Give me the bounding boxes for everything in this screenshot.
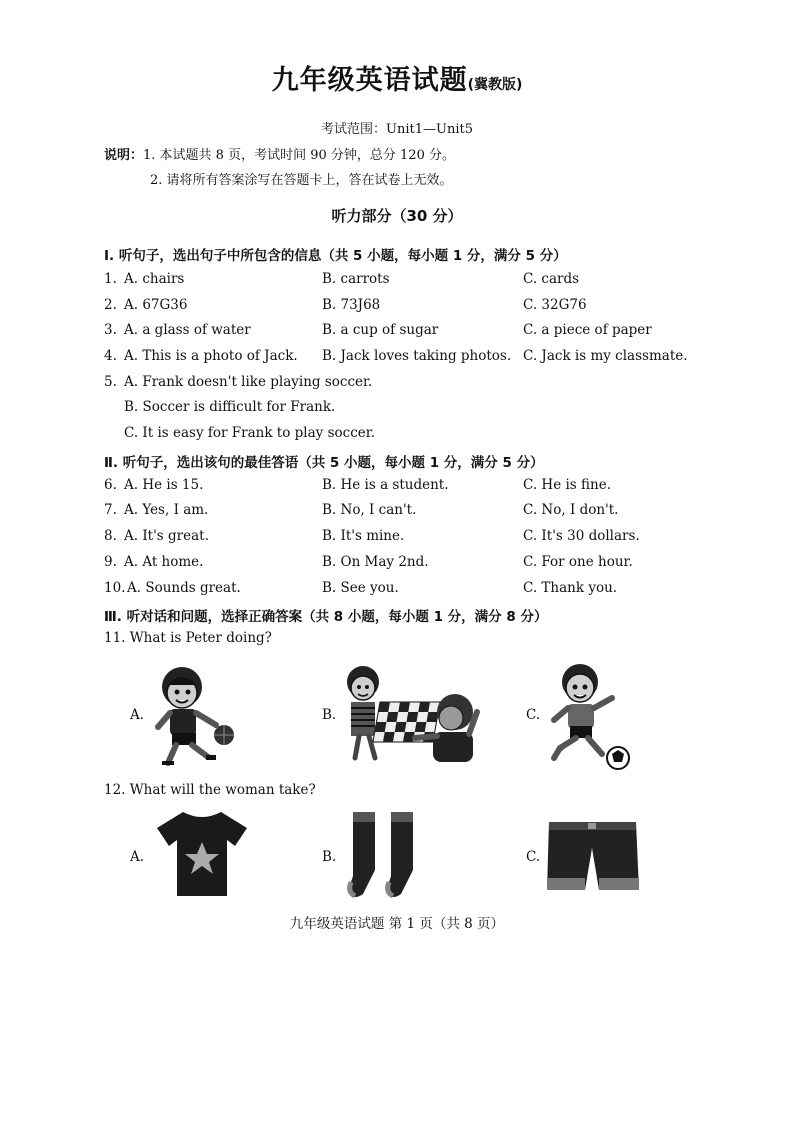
option-a: A. chairs bbox=[124, 271, 185, 287]
t-shirt-icon bbox=[155, 808, 250, 900]
option-a: A. This is a photo of Jack. bbox=[124, 348, 298, 364]
option-c: C. Jack is my classmate. bbox=[523, 348, 688, 364]
question-number: 3. bbox=[104, 322, 117, 338]
q12-option-a-label: A. bbox=[130, 849, 145, 865]
q11-option-b-label: B. bbox=[322, 707, 337, 723]
option-a: A. It's great. bbox=[124, 528, 209, 544]
question-12-text: 12. What will the woman take? bbox=[104, 782, 316, 798]
basketball-boy-icon bbox=[150, 655, 240, 770]
instructions-label: 说明： bbox=[104, 148, 144, 163]
question-number: 7. bbox=[104, 502, 117, 518]
part-title: 听力部分（30 分） bbox=[331, 207, 463, 225]
option-a: A. 67G36 bbox=[124, 297, 188, 313]
instruction-2: 2. 请将所有答案涂写在答题卡上，答在试卷上无效。 bbox=[150, 173, 453, 188]
option-b: B. It's mine. bbox=[322, 528, 405, 544]
option-b: B. carrots bbox=[322, 271, 390, 287]
question-number: 6. bbox=[104, 477, 117, 493]
exam-title-main: 九年级英语试题 bbox=[271, 65, 468, 96]
option-a: A. a glass of water bbox=[124, 322, 251, 338]
option-c: C. No, I don't. bbox=[523, 502, 619, 518]
exam-scope: 考试范围：Unit1—Unit5 bbox=[321, 122, 473, 137]
question-number: 5. bbox=[104, 374, 117, 390]
page-footer: 九年级英语试题 第 1 页（共 8 页） bbox=[289, 916, 505, 932]
shorts-icon bbox=[545, 818, 640, 893]
option-b: B. No, I can't. bbox=[322, 502, 417, 518]
option-c: C. a piece of paper bbox=[523, 322, 652, 338]
option-c: C. He is fine. bbox=[523, 477, 612, 493]
option-a: A. Yes, I am. bbox=[124, 502, 209, 518]
chess-players-icon bbox=[345, 660, 480, 770]
option-b: B. On May 2nd. bbox=[322, 554, 429, 570]
q11-option-a-label: A. bbox=[130, 707, 145, 723]
option-b: B. Soccer is difficult for Frank. bbox=[124, 399, 336, 415]
question-number: 9. bbox=[104, 554, 117, 570]
question-number: 2. bbox=[104, 297, 117, 313]
socks-icon bbox=[343, 808, 423, 903]
instruction-1: 1. 本试题共 8 页，考试时间 90 分钟，总分 120 分。 bbox=[143, 148, 455, 163]
option-c: C. cards bbox=[523, 271, 580, 287]
option-a: A. He is 15. bbox=[124, 477, 204, 493]
option-b: B. See you. bbox=[322, 580, 399, 596]
q12-option-c-label: C. bbox=[526, 849, 541, 865]
option-a: A. Sounds great. bbox=[127, 580, 241, 596]
option-c: C. Thank you. bbox=[523, 580, 618, 596]
exam-title bbox=[0, 58, 794, 97]
section-2-heading: Ⅱ. 听句子，选出该句的最佳答语（共 5 小题，每小题 1 分，满分 5 分） bbox=[104, 455, 544, 471]
option-c: C. It is easy for Frank to play soccer. bbox=[124, 425, 376, 441]
option-c: C. It's 30 dollars. bbox=[523, 528, 640, 544]
option-b: B. 73J68 bbox=[322, 297, 381, 313]
section-3-heading: Ⅲ. 听对话和问题，选择正确答案（共 8 小题，每小题 1 分，满分 8 分） bbox=[104, 609, 548, 625]
option-c: C. 32G76 bbox=[523, 297, 587, 313]
question-number: 10. bbox=[104, 580, 126, 596]
section-1-heading: Ⅰ. 听句子，选出句子中所包含的信息（共 5 小题，每小题 1 分，满分 5 分） bbox=[104, 248, 567, 264]
question-11-text: 11. What is Peter doing? bbox=[104, 630, 272, 646]
option-a: A. At home. bbox=[124, 554, 204, 570]
q11-option-c-label: C. bbox=[526, 707, 541, 723]
soccer-boy-icon bbox=[548, 658, 633, 773]
exam-edition: (冀教版) bbox=[467, 77, 523, 93]
question-number: 4. bbox=[104, 348, 117, 364]
option-a: A. Frank doesn't like playing soccer. bbox=[124, 374, 373, 390]
instructions-line-1 bbox=[104, 144, 455, 163]
q12-option-b-label: B. bbox=[322, 849, 337, 865]
option-b: B. He is a student. bbox=[322, 477, 449, 493]
option-b: B. a cup of sugar bbox=[322, 322, 439, 338]
question-number: 8. bbox=[104, 528, 117, 544]
option-b: B. Jack loves taking photos. bbox=[322, 348, 512, 364]
question-number: 1. bbox=[104, 271, 117, 287]
option-c: C. For one hour. bbox=[523, 554, 633, 570]
